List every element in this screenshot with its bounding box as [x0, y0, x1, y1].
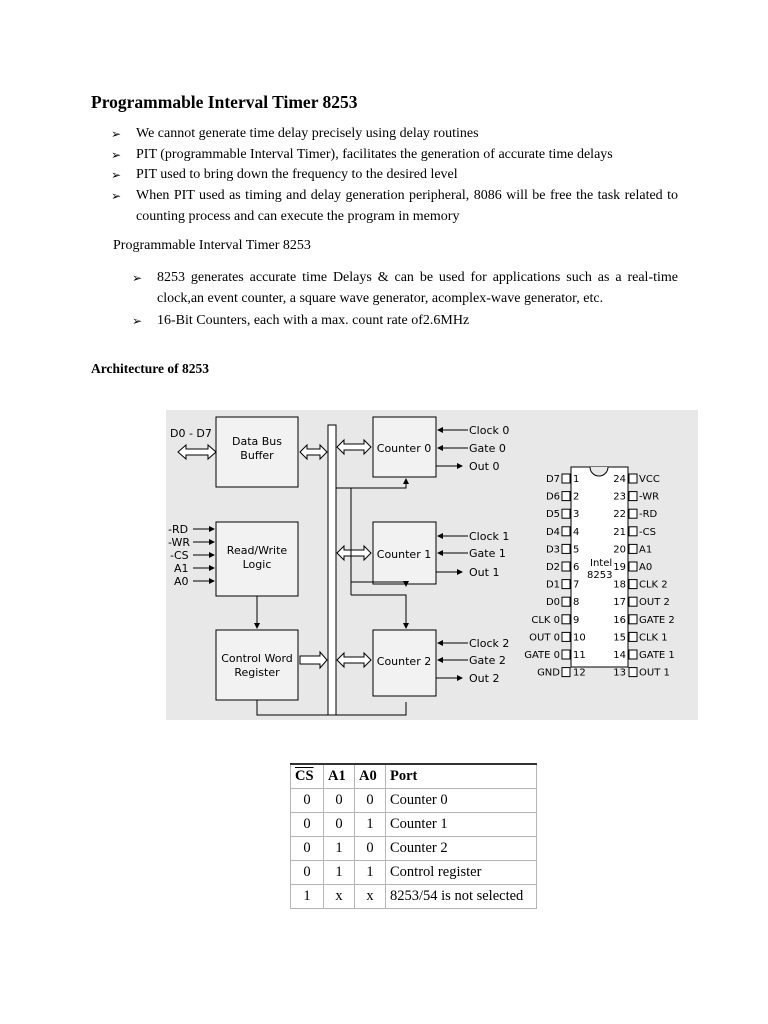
chip-pin-box [562, 509, 570, 518]
chip-pin-box [562, 580, 570, 589]
list-item: ➢ When PIT used as timing and delay generation peripheral, 8086 will be free the task related to counting process and can execute the program in memory [111, 188, 678, 224]
svg-text:-RD: -RD [168, 523, 189, 536]
chip-pin-number: 12 [573, 667, 586, 679]
data-bus-label: D0 - D7 [170, 427, 212, 440]
table-cell: Counter 0 [386, 789, 537, 813]
chip-pin-box [629, 668, 637, 677]
header-a0: A0 [355, 764, 386, 789]
table-row [291, 789, 537, 813]
arrow-bullet-icon: ➢ [132, 314, 143, 328]
list-item: ➢ 8253 generates accurate time Delays & can be used for applications such as a real-time clock,an event counter, a square wave generator, acomplex-wave generator, etc. [132, 270, 678, 306]
chip-pin-number: 14 [613, 650, 626, 661]
chip-pin-number: 9 [573, 614, 580, 626]
table-cell: Control register [386, 861, 537, 885]
architecture-heading: Architecture of 8253 [91, 361, 209, 376]
chip-pin-name: CLK 2 [639, 579, 668, 591]
chip-pin-box [562, 597, 570, 606]
chip-pin-box [562, 527, 570, 536]
table-cell: 0 [291, 789, 324, 813]
chip-pin-box [629, 509, 637, 518]
chip-pin-number: 5 [573, 544, 580, 556]
table-cell: 1 [324, 837, 355, 861]
buffer-bus-arrow [300, 445, 327, 459]
chip-pin-number: 15 [613, 632, 626, 644]
arrow-bullet-icon: ➢ [111, 168, 122, 182]
chip-pin-box [629, 562, 637, 571]
chip-pin-box [629, 632, 637, 641]
chip-pin-box [629, 527, 637, 536]
header-port: Port [386, 764, 537, 789]
chip-pin-name: GND [537, 667, 560, 679]
chip-pin-number: 24 [613, 474, 626, 485]
internal-bus-bar [328, 425, 336, 715]
chip-pin-box [629, 492, 637, 501]
chip-pin-number: 20 [613, 544, 626, 556]
list-item: ➢ 16-Bit Counters, each with a max. count rate of2.6MHz [157, 311, 678, 332]
port-select-table [290, 763, 537, 909]
chip-pin-name: D5 [545, 509, 560, 521]
chip-pin-number: 10 [573, 632, 586, 644]
chip-pin-box [562, 650, 570, 659]
svg-text:Read/Write: Read/Write [226, 544, 288, 557]
svg-text:Out 0: Out 0 [469, 460, 500, 473]
table-body [291, 789, 537, 909]
chip-pin-box [562, 562, 570, 571]
list-item: ➢ We cannot generate time delay precisely using delay routines [136, 124, 678, 145]
chip-pin-name: CLK 1 [639, 632, 668, 644]
chip-pin-number: 3 [573, 509, 580, 521]
chip-pin-name: CLK 0 [531, 614, 560, 626]
svg-text:Gate 2: Gate 2 [469, 654, 506, 667]
chip-pin-name: D6 [545, 491, 560, 503]
control-bus-arrow [300, 652, 327, 668]
table-cell: 8253/54 is not selected [386, 885, 537, 909]
list-item: ➢ PIT (programmable Interval Timer), facilitates the generation of accurate time delays [136, 145, 678, 166]
subheading: Programmable Interval Timer 8253 [113, 238, 311, 253]
table-cell: 0 [324, 789, 355, 813]
chip-pin-name: OUT 1 [639, 667, 670, 679]
chip-pin-number: 13 [613, 667, 626, 679]
svg-text:Clock 1: Clock 1 [469, 530, 510, 543]
chip-pin-name: A1 [639, 544, 653, 556]
chip-pin-number: 18 [613, 579, 626, 591]
chip-pin-name: D3 [545, 544, 560, 556]
table-row [291, 885, 537, 909]
chip-pin-box [629, 597, 637, 606]
chip-label: Intel [590, 558, 613, 569]
arrow-bullet-icon: ➢ [111, 127, 122, 141]
chip-pin-name: A0 [639, 562, 653, 573]
arrow-bullet-icon: ➢ [132, 271, 143, 285]
chip-pin-number: 6 [573, 562, 580, 573]
table-cell: 0 [291, 813, 324, 837]
chip-pin-box [629, 580, 637, 589]
chip-pin-name: D0 [545, 597, 560, 609]
chip-pin-box [562, 544, 570, 553]
chip-pin-name: D1 [545, 579, 560, 591]
chip-pin-box [629, 650, 637, 659]
table-cell: 1 [324, 861, 355, 885]
table-cell: 1 [355, 813, 386, 837]
counter-0-bus-arrow [337, 440, 371, 454]
chip-pin-box [629, 615, 637, 624]
table-row [291, 813, 537, 837]
chip-pin-number: 23 [613, 491, 626, 503]
chip-pin-box [629, 474, 637, 483]
table-header-row [291, 764, 537, 789]
control-word-register-block [216, 630, 298, 700]
table-cell: 0 [324, 813, 355, 837]
svg-text:-CS: -CS [170, 549, 189, 562]
svg-text:Counter 0: Counter 0 [376, 442, 432, 455]
counter-2-bus-arrow [337, 653, 371, 667]
chip-pin-name: -CS [639, 526, 656, 538]
svg-text:Gate 1: Gate 1 [469, 547, 506, 560]
chip-pin-box [562, 615, 570, 624]
chip-pin-name: -WR [639, 491, 660, 503]
svg-text:Data Bus: Data Bus [231, 435, 283, 448]
data-bus-arrow [178, 445, 216, 459]
chip-pin-box [562, 492, 570, 501]
table-cell: 1 [291, 885, 324, 909]
chip-pin-number: 11 [573, 650, 586, 661]
block-diagram-svg [166, 410, 698, 720]
svg-text:Register: Register [234, 666, 280, 679]
arrow-bullet-icon: ➢ [111, 189, 122, 203]
architecture-diagram [166, 410, 698, 720]
svg-text:Gate 0: Gate 0 [469, 442, 506, 455]
table-row [291, 861, 537, 885]
svg-text:Logic: Logic [242, 558, 272, 571]
chip-pin-name: D4 [545, 526, 560, 538]
svg-text:Buffer: Buffer [240, 449, 274, 462]
chip-pin-name: OUT 2 [639, 597, 670, 609]
table-cell: x [355, 885, 386, 909]
svg-text:A1: A1 [174, 562, 189, 575]
table-cell: 1 [355, 861, 386, 885]
svg-text:Counter 2: Counter 2 [376, 655, 432, 668]
svg-text:Clock 2: Clock 2 [469, 637, 510, 650]
chip-pin-number: 17 [613, 597, 626, 609]
counter-1-bus-arrow [337, 546, 371, 560]
svg-text:Counter 1: Counter 1 [376, 548, 432, 561]
svg-text:Out 1: Out 1 [469, 566, 500, 579]
svg-text:Out 2: Out 2 [469, 672, 500, 685]
table-cell: x [324, 885, 355, 909]
list-item: ➢ PIT used to bring down the frequency to the desired level [136, 165, 678, 186]
table-cell: 0 [355, 789, 386, 813]
chip-pin-number: 7 [573, 579, 580, 591]
table-cell: 0 [355, 837, 386, 861]
svg-text:Clock 0: Clock 0 [469, 424, 510, 437]
chip-pin-name: -RD [639, 509, 658, 521]
chip-pin-number: 1 [573, 474, 580, 485]
chip-pin-name: D2 [545, 562, 560, 573]
table-cell: Counter 2 [386, 837, 537, 861]
chip-pin-number: 22 [613, 509, 626, 521]
chip-pin-number: 21 [613, 526, 626, 538]
arrow-bullet-icon: ➢ [111, 148, 122, 162]
chip-pin-box [562, 474, 570, 483]
page-heading: Programmable Interval Timer 8253 [91, 92, 358, 112]
svg-text:Control Word: Control Word [221, 652, 293, 665]
chip-pin-number: 19 [613, 562, 626, 573]
table-cell: Counter 1 [386, 813, 537, 837]
chip-pin-name: OUT 0 [529, 632, 560, 644]
chip-pin-box [562, 632, 570, 641]
header-a1: A1 [324, 764, 355, 789]
chip-pin-box [562, 668, 570, 677]
table-cell: 0 [291, 861, 324, 885]
chip-pin-number: 4 [573, 526, 580, 538]
chip-pin-name: VCC [639, 474, 660, 485]
header-cs: $\overline{CS}$ [291, 764, 324, 789]
svg-text:A0: A0 [174, 575, 189, 588]
svg-text:8253: 8253 [587, 570, 613, 581]
svg-text:-WR: -WR [168, 536, 191, 549]
chip-pin-name: D7 [545, 474, 560, 485]
chip-pin-number: 16 [613, 614, 626, 626]
chip-pin-name: GATE 1 [639, 650, 675, 661]
chip-pin-number: 8 [573, 597, 580, 609]
chip-pin-name: GATE 2 [639, 614, 675, 626]
chip-pin-name: GATE 0 [524, 650, 560, 661]
chip-pin-number: 2 [573, 491, 580, 503]
table-row [291, 837, 537, 861]
table-cell: 0 [291, 837, 324, 861]
chip-pin-box [629, 544, 637, 553]
